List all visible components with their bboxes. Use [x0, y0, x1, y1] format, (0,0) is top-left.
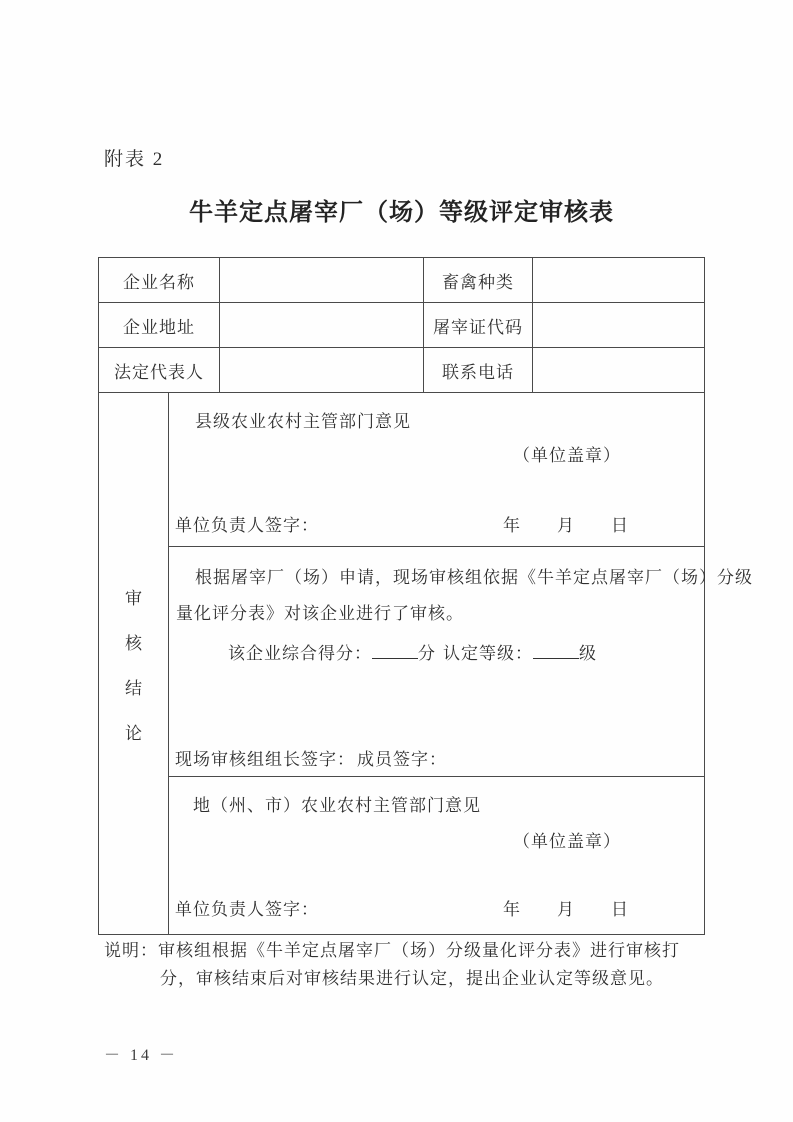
prefecture-opinion-section — [169, 776, 704, 934]
appendix-label: 附表 2 — [104, 149, 165, 170]
score-line — [228, 639, 436, 664]
livestock-type-label: 畜禽种类 — [423, 258, 532, 303]
county-opinion-heading: 县级农业农村主管部门意见 — [195, 412, 411, 431]
livestock-type-value — [532, 258, 704, 303]
slaughter-cert-code-value — [532, 303, 704, 348]
row-header-char: 论 — [125, 723, 142, 743]
grade-label: 认定等级： — [443, 644, 533, 663]
member-sign-label: 成员签字： — [357, 750, 447, 769]
note-line1 — [104, 936, 680, 961]
company-address-value — [219, 303, 423, 348]
company-address-label: 企业地址 — [99, 303, 219, 348]
contact-phone-value — [532, 348, 704, 393]
review-form-table — [98, 257, 753, 935]
note-line2: 分，审核结束后对审核结果进行认定，提出企业认定等级意见。 — [160, 969, 664, 988]
county-sign-label: 单位负责人签字： — [175, 516, 319, 535]
audit-conclusion-block — [99, 393, 753, 934]
legal-representative-label: 法定代表人 — [99, 348, 219, 393]
company-name-value — [219, 258, 423, 303]
county-opinion-section — [169, 393, 704, 546]
contact-phone-label: 联系电话 — [423, 348, 532, 393]
audit-conclusion-row-header — [99, 393, 169, 934]
company-name-label: 企业名称 — [99, 258, 219, 303]
row-header-char: 结 — [125, 678, 142, 698]
grade-line — [443, 639, 597, 664]
note-label: 说明： — [104, 941, 158, 960]
prefecture-seal-placeholder: （单位盖章） — [513, 832, 621, 851]
row-header-char: 核 — [125, 633, 142, 653]
page-number: － 14 － — [104, 1047, 179, 1064]
row-header-char: 审 — [125, 588, 142, 608]
score-label: 该企业综合得分： — [228, 644, 372, 663]
legal-representative-value — [219, 348, 423, 393]
slaughter-cert-code-label: 屠宰证代码 — [423, 303, 532, 348]
page-title: 牛羊定点屠宰厂（场）等级评定审核表 — [189, 200, 614, 226]
county-date-line: 年 月 日 — [503, 516, 629, 535]
onsite-audit-section — [169, 546, 753, 776]
conclusion-content — [169, 393, 753, 934]
note-text1: 审核组根据《牛羊定点屠宰厂（场）分级量化评分表》进行审核打 — [158, 941, 680, 960]
grade-blank-field — [533, 641, 579, 659]
grade-unit: 级 — [579, 644, 597, 663]
prefecture-date-line: 年 月 日 — [503, 900, 629, 919]
county-seal-placeholder: （单位盖章） — [513, 446, 621, 465]
score-unit: 分 — [418, 644, 436, 663]
leader-sign-label: 现场审核组组长签字： — [175, 750, 355, 769]
info-grid — [99, 258, 704, 393]
score-blank-field — [372, 641, 418, 659]
prefecture-opinion-heading: 地（州、市）农业农村主管部门意见 — [193, 796, 481, 815]
audit-paragraph-line1: 根据屠宰厂（场）申请，现场审核组依据《牛羊定点屠宰厂（场）分级 — [195, 568, 753, 587]
prefecture-sign-label: 单位负责人签字： — [175, 900, 319, 919]
audit-paragraph-line2: 量化评分表》对该企业进行了审核。 — [176, 604, 464, 623]
